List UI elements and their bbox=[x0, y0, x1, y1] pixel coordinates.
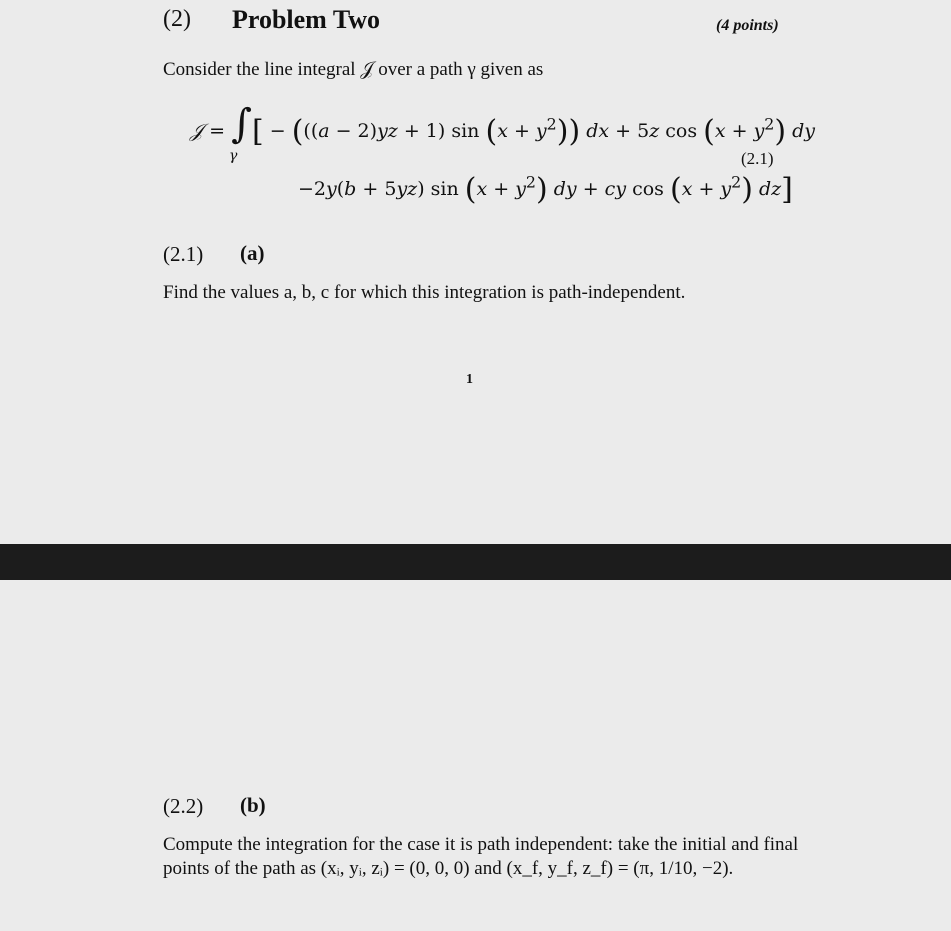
section-number: (2) bbox=[163, 6, 191, 32]
page-divider bbox=[0, 544, 951, 580]
part-b-text: Compute the integration for the case it is path independent: take the initial and final points of the path as (xᵢ, yᵢ, zᵢ) = (0, 0, 0) and (x_f, y_f, z_f) = (π, 1/10, −2). bbox=[163, 834, 799, 879]
page-2 bbox=[0, 580, 951, 931]
section-title: Problem Two bbox=[232, 5, 381, 34]
part-b-label: (b) bbox=[240, 793, 266, 817]
part-a-text: Find the values a, b, c for which this integration is path-independent. bbox=[163, 282, 686, 303]
equation-line-2: −2y(b + 5yz) $\sin (x + y^2)$ dy + cy $\cos (x + y^2)$ dz] bbox=[298, 172, 793, 208]
page-number: 1 bbox=[466, 372, 473, 387]
part-a-number: (2.1) bbox=[163, 242, 204, 266]
intro-text: Consider the line integral 𝒥 over a path γ given as bbox=[163, 59, 544, 80]
equation-number: (2.1) bbox=[741, 149, 774, 168]
points-label: (4 points) bbox=[716, 17, 779, 34]
equation-line-1: 𝒥 = ∫[ − (((a − 2)yz + 1) $\sin (x + y^2)$) dx + 5z $\cos (x + y^2)$ dy bbox=[190, 101, 816, 149]
part-a-label: (a) bbox=[240, 241, 265, 265]
part-b-number: (2.2) bbox=[163, 794, 204, 818]
integral-subscript: γ bbox=[229, 148, 238, 164]
